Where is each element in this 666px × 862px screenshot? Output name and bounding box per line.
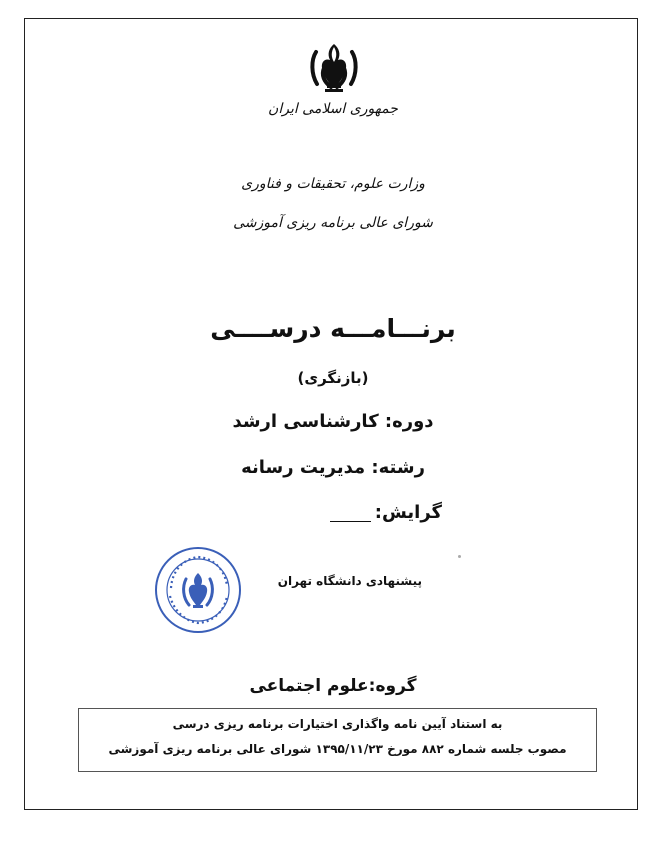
program-field: رشته: مدیریت رسانه xyxy=(241,457,425,478)
university-seal-icon xyxy=(152,544,244,636)
course-level: دوره: کارشناسی ارشد xyxy=(232,411,434,432)
program-title: برنـــامـــه درســــی xyxy=(210,314,456,343)
proposal-text: پیشنهادی دانشگاه تهران xyxy=(277,574,422,588)
approval-line-1: به استناد آیین نامه واگذاری اختیارات برنامه ریزی درسی xyxy=(172,717,503,731)
council-text: شورای عالی برنامه ریزی آموزشی xyxy=(233,215,433,231)
specialization-blank-line xyxy=(330,520,371,522)
revision-label: (بازنگری) xyxy=(297,369,369,387)
republic-text: جمهوری اسلامی ایران xyxy=(268,101,398,117)
specialization-line xyxy=(330,502,442,530)
approval-line-2: مصوب جلسه شماره ۸۸۲ مورخ ۱۳۹۵/۱۱/۲۳ شورای عالی برنامه ریزی آموزشی xyxy=(108,742,567,756)
iran-emblem-icon xyxy=(303,38,365,100)
ministry-text: وزارت علوم، تحقیقات و فناوری xyxy=(241,176,425,192)
scan-mark xyxy=(458,555,461,558)
group-text: گروه:علوم اجتماعی xyxy=(249,676,417,696)
specialization-label: گرایش: xyxy=(374,502,442,523)
approval-box xyxy=(78,708,597,772)
